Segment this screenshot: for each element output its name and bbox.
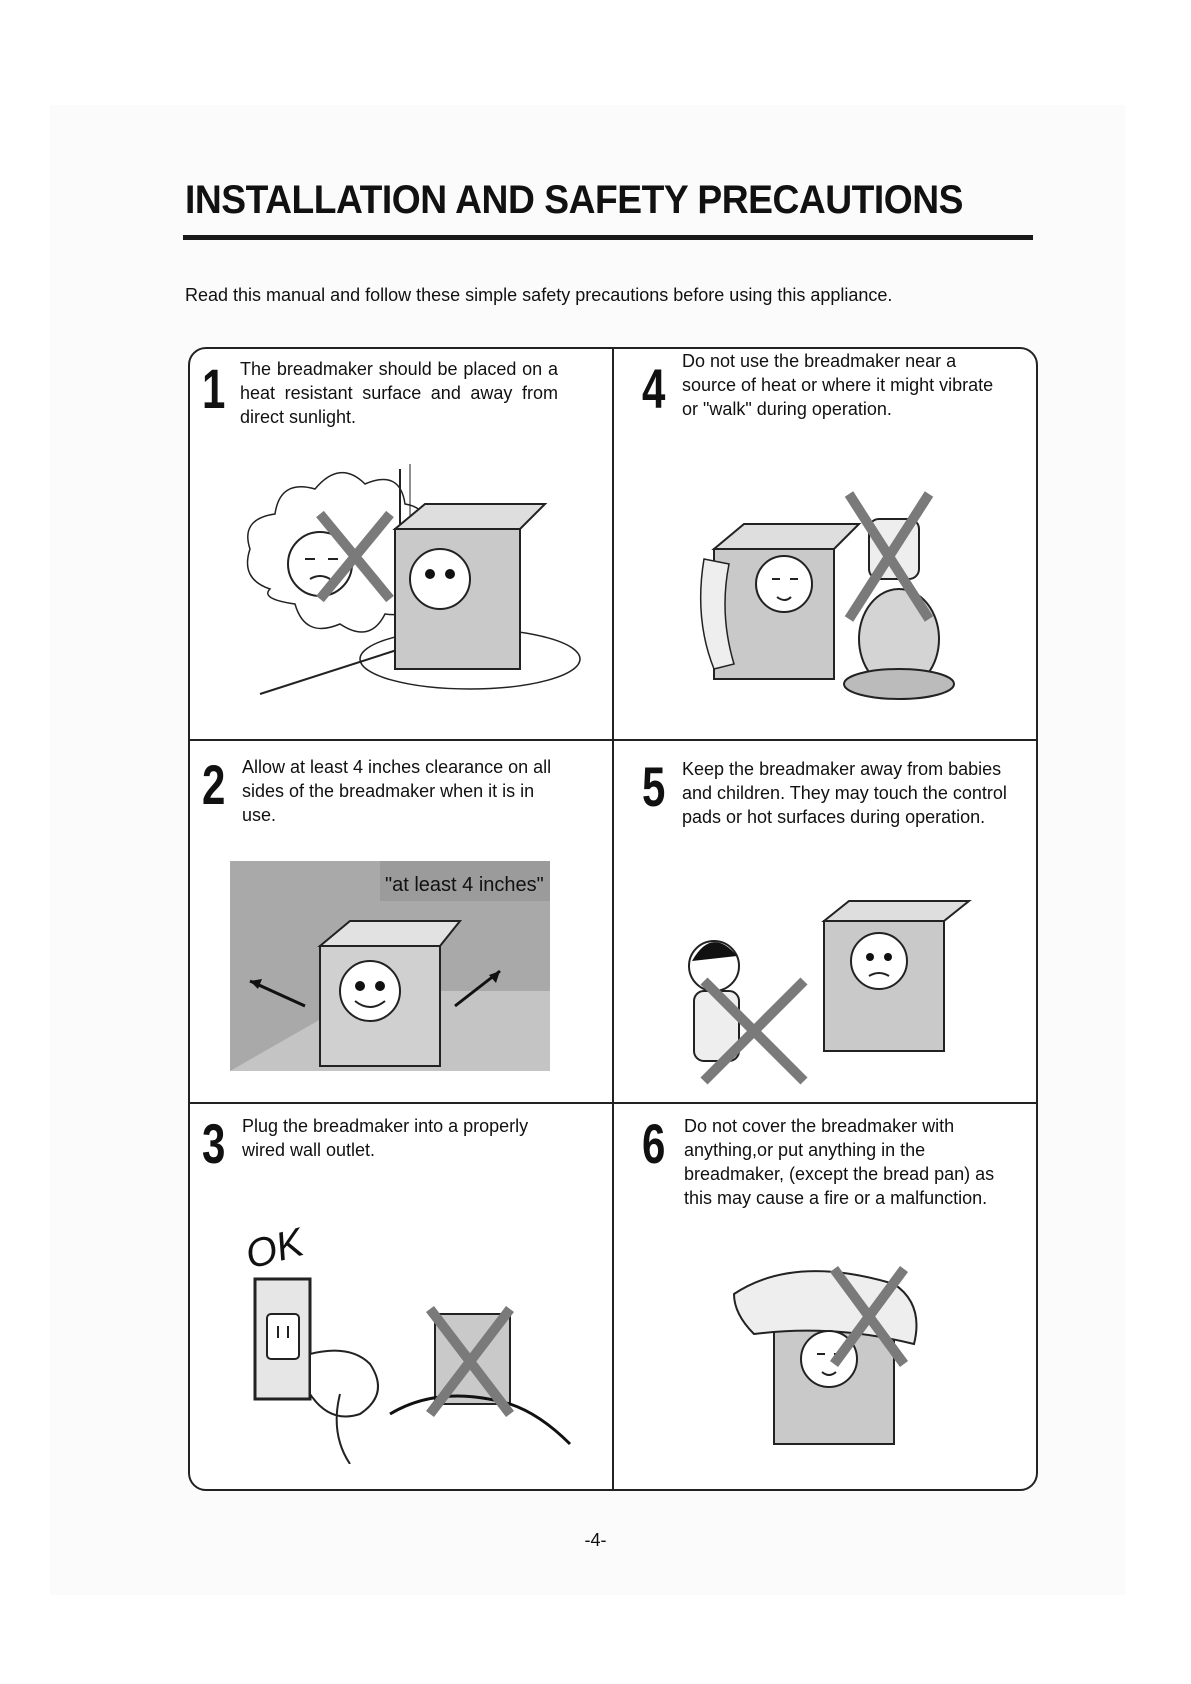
sunlight-illustration bbox=[210, 449, 590, 729]
step-text: Do not cover the breadmaker with anything,or put anything in the breadmaker, (except the bread pan) as this may cause a fire or a malfunction. bbox=[684, 1116, 995, 1208]
step-number: 4 bbox=[642, 357, 666, 420]
step-number: 5 bbox=[642, 755, 666, 818]
heater-illustration bbox=[674, 469, 1014, 729]
step-number: 1 bbox=[202, 357, 226, 420]
cover-illustration bbox=[714, 1254, 974, 1474]
step-number: 3 bbox=[202, 1112, 226, 1175]
step-text: Allow at least 4 inches clearance on all sides of the breadmaker when it is in use. bbox=[242, 757, 552, 825]
intro-text: Read this manual and follow these simple safety precautions before using this appliance. bbox=[185, 285, 893, 305]
title-rule bbox=[183, 235, 1033, 240]
precaution-cell-6 bbox=[614, 1104, 1036, 1489]
step-text: Plug the breadmaker into a properly wired wall outlet. bbox=[242, 1116, 529, 1160]
clearance-illustration bbox=[230, 861, 560, 1086]
step-number: 6 bbox=[642, 1112, 666, 1175]
precaution-cell-1 bbox=[190, 349, 612, 739]
precaution-cell-3 bbox=[190, 1104, 612, 1489]
step-number: 2 bbox=[202, 753, 226, 816]
step-text: The breadmaker should be placed on a heat resistant surface and away from direct sunlight. bbox=[240, 359, 558, 427]
step-text: Do not use the breadmaker near a source of heat or where it might vibrate or "walk" during operation. bbox=[682, 351, 994, 419]
child-illustration bbox=[674, 881, 1014, 1101]
precautions-grid bbox=[188, 347, 1038, 1491]
page-title: INSTALLATION AND SAFETY PRECAUTIONS bbox=[185, 178, 964, 222]
step-text: Keep the breadmaker away from babies and children. They may touch the control pads or hot surfaces during operation. bbox=[682, 759, 1007, 827]
ok-label: OK bbox=[240, 1220, 309, 1278]
outlet-illustration bbox=[240, 1214, 580, 1464]
page-number: -4- bbox=[584, 1530, 607, 1550]
precaution-cell-5 bbox=[614, 741, 1036, 1102]
clearance-label: "at least 4 inches" bbox=[385, 874, 544, 896]
precaution-cell-4 bbox=[614, 349, 1036, 739]
precaution-cell-2 bbox=[190, 741, 612, 1102]
